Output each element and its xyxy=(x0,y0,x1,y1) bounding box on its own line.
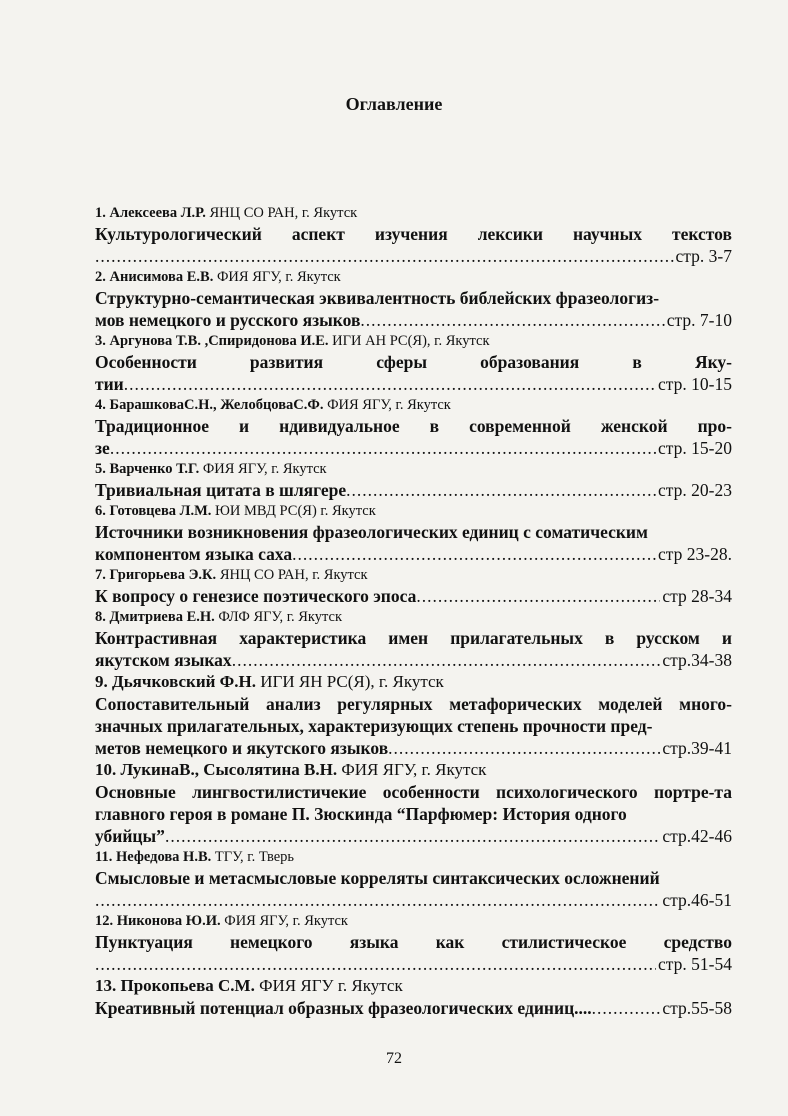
entry-affiliation: ЯНЦ СО РАН, г. Якутск xyxy=(209,205,358,221)
entry-title-word: стилистическое xyxy=(501,932,627,952)
entry-title-word: и xyxy=(239,416,250,436)
entry-page-ref: стр.39-41 xyxy=(662,738,732,758)
entry-title-word: Пунктуация xyxy=(95,932,193,952)
entry-title-word: немецкого xyxy=(230,932,313,952)
entry-affiliation: ФИЯ ЯГУ, г. Якутск xyxy=(202,461,327,477)
entry-author-line xyxy=(95,759,732,781)
toc-entry xyxy=(95,203,732,267)
entry-title-word: прилагательных xyxy=(450,628,583,648)
dot-leader xyxy=(232,649,661,671)
entry-leader-text: компонентом языка саха xyxy=(95,544,293,564)
dot-leader xyxy=(95,889,660,911)
entry-title-word: аспект xyxy=(291,224,345,244)
entry-title xyxy=(95,931,732,953)
entry-author: 6. Готовцева Л.М. xyxy=(95,503,216,519)
entry-title-word: средство xyxy=(663,932,732,952)
entry-leader-line xyxy=(95,437,732,459)
dot-leader xyxy=(165,825,660,847)
entry-author-line xyxy=(95,847,732,867)
entry-author-line xyxy=(95,565,732,585)
entry-author: 5. Варченко Т.Г. xyxy=(95,461,203,477)
entry-author-line xyxy=(95,267,732,287)
entry-page-ref: стр.34-38 xyxy=(662,650,732,670)
entry-leader-text: тии xyxy=(95,374,124,394)
entry-title-word: имен xyxy=(388,628,429,648)
entry-author-line xyxy=(95,975,732,997)
entry-leader-text: метов немецкого и якутского языков xyxy=(95,738,389,758)
entry-page-ref: стр. 3-7 xyxy=(675,246,732,266)
dot-leader xyxy=(592,997,661,1019)
entry-leader-line xyxy=(95,245,732,267)
entry-author-line xyxy=(95,911,732,931)
entry-author: 13. Прокопьева С.М. xyxy=(95,976,260,995)
entry-leader-text: якутском языках xyxy=(95,650,232,670)
entry-leader-text: Тривиальная цитата в шлягере xyxy=(95,480,347,500)
entry-title-word: Культурологический xyxy=(95,224,262,244)
entry-title-word: современной xyxy=(469,416,571,436)
entry-leader-line xyxy=(95,997,732,1019)
entry-page-ref: стр 23-28. xyxy=(658,544,732,564)
entry-affiliation: ТГУ, г. Тверь xyxy=(214,849,295,865)
entry-title-word: как xyxy=(435,932,465,952)
toc-entry xyxy=(95,459,732,501)
entry-title: Сопоставительный анализ регулярных метафорических моделей много-значных прилагательных, характеризующих степень прочности пред- xyxy=(95,694,732,736)
entry-title xyxy=(95,415,732,437)
entry-author: 9. Дьячковский Ф.Н. xyxy=(95,672,261,691)
toc-entry xyxy=(95,395,732,459)
entry-author-line xyxy=(95,331,732,351)
entry-author-line xyxy=(95,459,732,479)
entry-author-line xyxy=(95,203,732,223)
toc-entry xyxy=(95,331,732,395)
entry-title-word: Особенности xyxy=(95,352,197,372)
entry-author-line xyxy=(95,501,732,521)
entry-leader-line xyxy=(95,737,732,759)
entry-leader-line xyxy=(95,373,732,395)
entry-title-word: характеристика xyxy=(239,628,367,648)
entry-title-word: про- xyxy=(697,416,732,436)
entry-leader-text: К вопросу о генезисе поэтического эпоса xyxy=(95,586,417,606)
entry-title-word: Традиционное xyxy=(95,416,210,436)
toc-entry xyxy=(95,565,732,607)
entry-affiliation: ФИЯ ЯГУ, г. Якутск xyxy=(341,760,487,779)
entry-title xyxy=(95,351,732,373)
entry-leader-line xyxy=(95,585,732,607)
entry-affiliation: ИГИ АН РС(Я), г. Якутск xyxy=(332,333,490,349)
entry-page-ref: стр. 10-15 xyxy=(658,374,732,394)
toc-entry xyxy=(95,607,732,671)
entry-author-line xyxy=(95,671,732,693)
page-number: 72 xyxy=(386,1050,402,1067)
entry-affiliation: ЮИ МВД РС(Я) г. Якутск xyxy=(215,503,376,519)
entry-affiliation: ФИЯ ЯГУ, г. Якутск xyxy=(216,269,341,285)
entry-leader-line xyxy=(95,953,732,975)
entry-page-ref: стр 28-34 xyxy=(662,586,732,606)
entry-affiliation: ФИЯ ЯГУ, г. Якутск xyxy=(224,913,348,929)
toc-entry xyxy=(95,847,732,911)
entry-author: 1. Алексеева Л.Р. xyxy=(95,205,210,221)
entry-title-word: в xyxy=(604,628,615,648)
dot-leader xyxy=(388,737,660,759)
entry-author: 10. ЛукинаВ., Сысолятина В.Н. xyxy=(95,760,342,779)
dot-leader xyxy=(95,245,674,267)
toc-entry xyxy=(95,501,732,565)
dot-leader xyxy=(110,437,656,459)
entry-author: 11. Нефедова Н.В. xyxy=(95,849,215,865)
entry-leader-line xyxy=(95,649,732,671)
dot-leader xyxy=(346,479,656,501)
entry-author: 12. Никонова Ю.И. xyxy=(95,913,225,929)
toc-entry xyxy=(95,759,732,847)
entry-leader-text: Креативный потенциал образных фразеологических единиц.... xyxy=(95,998,592,1018)
entry-leader-text: убийцы” xyxy=(95,826,165,846)
entry-title-word: языка xyxy=(349,932,399,952)
entry-page-ref: стр.55-58 xyxy=(662,998,732,1018)
entry-leader-line xyxy=(95,889,732,911)
entry-title-word: сферы xyxy=(376,352,428,372)
entry-page-ref: стр. 7-10 xyxy=(666,310,732,330)
toc-heading: Оглавление xyxy=(345,94,443,114)
entry-title-word: текстов xyxy=(672,224,732,244)
entry-page-ref: стр. 20-23 xyxy=(658,480,732,500)
entry-affiliation: ФЛФ ЯГУ, г. Якутск xyxy=(218,609,343,625)
entry-leader-line xyxy=(95,309,732,331)
entry-title-word: Контрастивная xyxy=(95,628,218,648)
entry-title-word: лексики xyxy=(477,224,543,244)
entry-title-word: в xyxy=(429,416,440,436)
entry-page-ref: стр. 15-20 xyxy=(658,438,732,458)
entry-title: Смысловые и метасмысловые корреляты синтаксических осложнений xyxy=(95,868,660,888)
entry-title-word: в xyxy=(632,352,642,372)
entry-affiliation: ИГИ ЯН РС(Я), г. Якутск xyxy=(260,672,444,691)
dot-leader xyxy=(292,543,656,565)
entry-author: 8. Дмитриева Е.Н. xyxy=(95,609,219,625)
entry-author: 4. БарашковаС.Н., ЖелобцоваС.Ф. xyxy=(95,397,328,413)
entry-title-word: ндивидуальное xyxy=(279,416,400,436)
entry-affiliation: ФИЯ ЯГУ, г. Якутск xyxy=(327,397,451,413)
toc-entry xyxy=(95,911,732,975)
entry-leader-line xyxy=(95,543,732,565)
entry-title-word: и xyxy=(721,628,732,648)
entry-author: 7. Григорьева Э.К. xyxy=(95,567,220,583)
entry-affiliation: ЯНЦ СО РАН, г. Якутск xyxy=(219,567,368,583)
entry-title-word: Яку- xyxy=(694,352,732,372)
entry-title: Источники возникновения фразеологических единиц с соматическим xyxy=(95,522,648,542)
entry-author: 2. Анисимова Е.В. xyxy=(95,269,217,285)
entry-author-line xyxy=(95,607,732,627)
entry-title xyxy=(95,223,732,245)
entry-author: 3. Аргунова Т.В. ,Спиридонова И.Е. xyxy=(95,333,333,349)
entry-page-ref: стр.42-46 xyxy=(662,826,732,846)
entry-title-word: развития xyxy=(249,352,324,372)
entry-leader-text: мов немецкого и русского языков xyxy=(95,310,361,330)
entry-title-word: образования xyxy=(480,352,580,372)
entry-title: Структурно-семантическая эквивалентность библейских фразеологиз- xyxy=(95,288,660,308)
entry-affiliation: ФИЯ ЯГУ г. Якутск xyxy=(259,976,403,995)
entry-page-ref: стр. 51-54 xyxy=(658,954,732,974)
entry-leader-line xyxy=(95,479,732,501)
toc-entry xyxy=(95,671,732,759)
entry-author-line xyxy=(95,395,732,415)
toc-list xyxy=(95,203,732,1019)
entry-title-word: изучения xyxy=(374,224,448,244)
entry-leader-text: зе xyxy=(95,438,110,458)
entry-title-word: женской xyxy=(600,416,668,436)
entry-title-word: русском xyxy=(636,628,700,648)
entry-title: Основные лингвостилистичекие особенности психологического портре-та главного героя в романе П. Зюскинда “Парфюмер: История одного xyxy=(95,782,732,824)
toc-entry xyxy=(95,267,732,331)
entry-leader-line xyxy=(95,825,732,847)
entry-title xyxy=(95,627,732,649)
dot-leader xyxy=(416,585,660,607)
dot-leader xyxy=(124,373,656,395)
dot-leader xyxy=(360,309,664,331)
toc-entry xyxy=(95,975,732,1019)
entry-title-word: научных xyxy=(572,224,643,244)
dot-leader xyxy=(95,953,656,975)
entry-page-ref: стр.46-51 xyxy=(662,890,732,910)
